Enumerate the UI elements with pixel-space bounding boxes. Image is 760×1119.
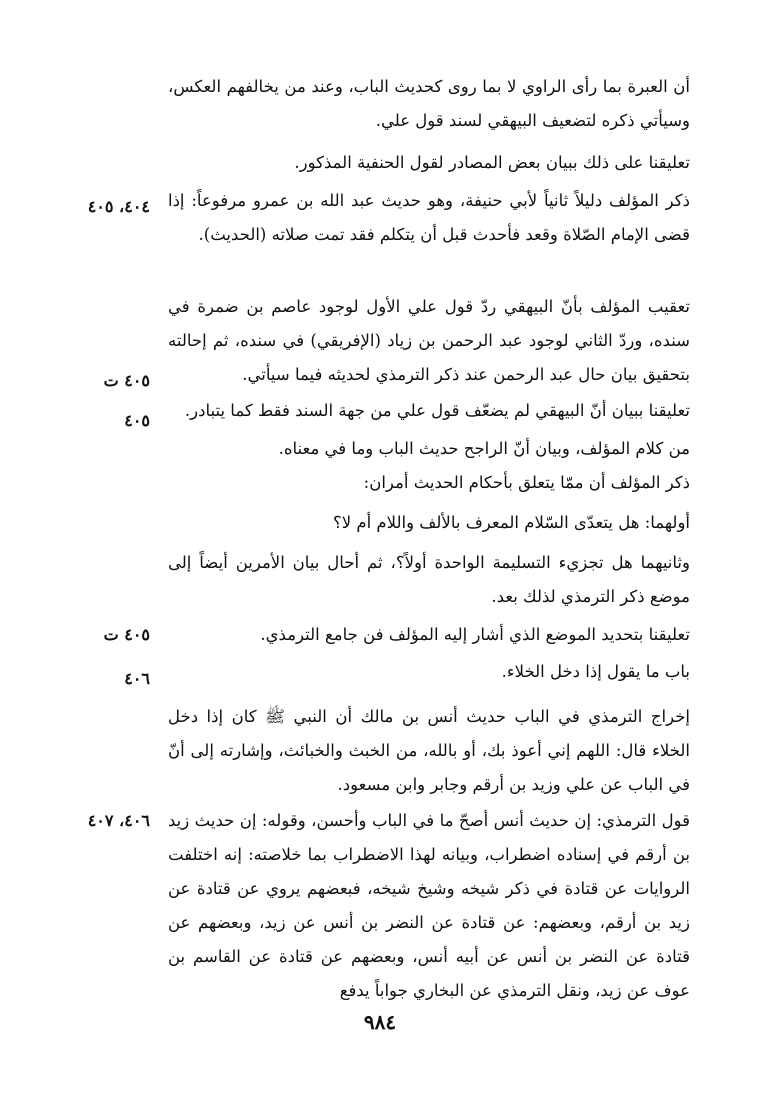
paragraph-6: من كلام المؤلف، وبيان أنّ الراجح حديث الباب وما في معناه. (278, 439, 690, 458)
paragraph-5: تعليقنا ببيان أنّ البيهقي لم يضعّف قول علي من جهة السند فقط كما يتبادر. (184, 401, 690, 420)
paragraph-3: ذكر المؤلف دليلاً ثانياً لأبي حنيفة، وهو حديث عبد الله بن عمرو مرفوعاً: إذا قضى الإمام الصّلاة وقعد فأحدث قبل أن يتكلم فقد تمت صلاته (الحديث). (168, 191, 690, 244)
paragraph-4: تعقيب المؤلف بأنّ البيهقي ردّ قول علي الأول لوجود عاصم بن ضمرة في سنده، وردّ الثاني لوجود عبد الرحمن بن زياد (الإفريقي) في سنده، ثم إحالته بتحقيق بيان حال عبد الرحمن عند ذكر الترمذي لحديثه فيما سيأتي. (168, 297, 690, 384)
paragraph-2: تعليقنا على ذلك ببيان بعض المصادر لقول الحنفية المذكور. (294, 153, 690, 172)
page-ref-5: ٤٠٦ (124, 669, 150, 688)
paragraph-8: أولهما: هل يتعدّى السّلام المعرف بالألف واللام أم لا؟ (332, 513, 690, 532)
paragraph-7: ذكر المؤلف أن ممّا يتعلق بأحكام الحديث أمران: (363, 473, 690, 492)
page-ref-1: ٤٠٤، ٤٠٥ (87, 197, 150, 216)
paragraph-11: باب ما يقول إذا دخل الخلاء. (501, 662, 690, 681)
paragraph-13: قول الترمذي: إن حديث أنس أصحّ ما في الباب وأحسن، وقوله: إن حديث زيد بن أرقم في إسناده اضطراب، وبيانه لهذا الاضطراب بما خلاصته: إنه اختلفت الروايات عن قتادة في ذكر شيخه وشيخ شيخه، فبعضهم يروي عن قتادة عن زيد بن أرقم، وبعضهم: عن قتادة عن النضر بن أنس عن زيد، وبعضهم عن قتادة عن النضر بن أنس عن أبيه أنس، وبعضهم عن قتادة عن القاسم بن عوف عن زيد، ونقل الترمذي عن البخاري جواباً يدفع (168, 811, 690, 1000)
paragraph-9: وثانيهما هل تجزيء التسليمة الواحدة أولاً؟، ثم أحال بيان الأمرين أيضاً إلى موضع ذكر الترمذي لذلك بعد. (168, 553, 690, 606)
page-number: ٩٨٤ (363, 1010, 397, 1034)
paragraph-10: تعليقنا بتحديد الموضع الذي أشار إليه المؤلف فن جامع الترمذي. (260, 625, 690, 644)
paragraph-1: أن العبرة بما رأى الراوي لا بما روى كحديث الباب، وعند من يخالفهم العكس، وسيأتي ذكره لتضعيف البيهقي لسند قول علي. (168, 77, 690, 130)
paragraph-12: إخراج الترمذي في الباب حديث أنس بن مالك أن النبي ﷺ كان إذا دخل الخلاء قال: اللهم إني أعوذ بك، أو بالله، من الخبث والخبائث، وإشارته إلى أنّ في الباب عن علي وزيد بن أرقم وجابر وابن مسعود. (168, 707, 690, 794)
page-ref-3: ٤٠٥ (124, 411, 150, 430)
page-ref-2: ٤٠٥ ت (103, 371, 150, 390)
page-ref-6: ٤٠٦، ٤٠٧ (87, 811, 150, 830)
page-ref-4: ٤٠٥ ت (103, 625, 150, 644)
